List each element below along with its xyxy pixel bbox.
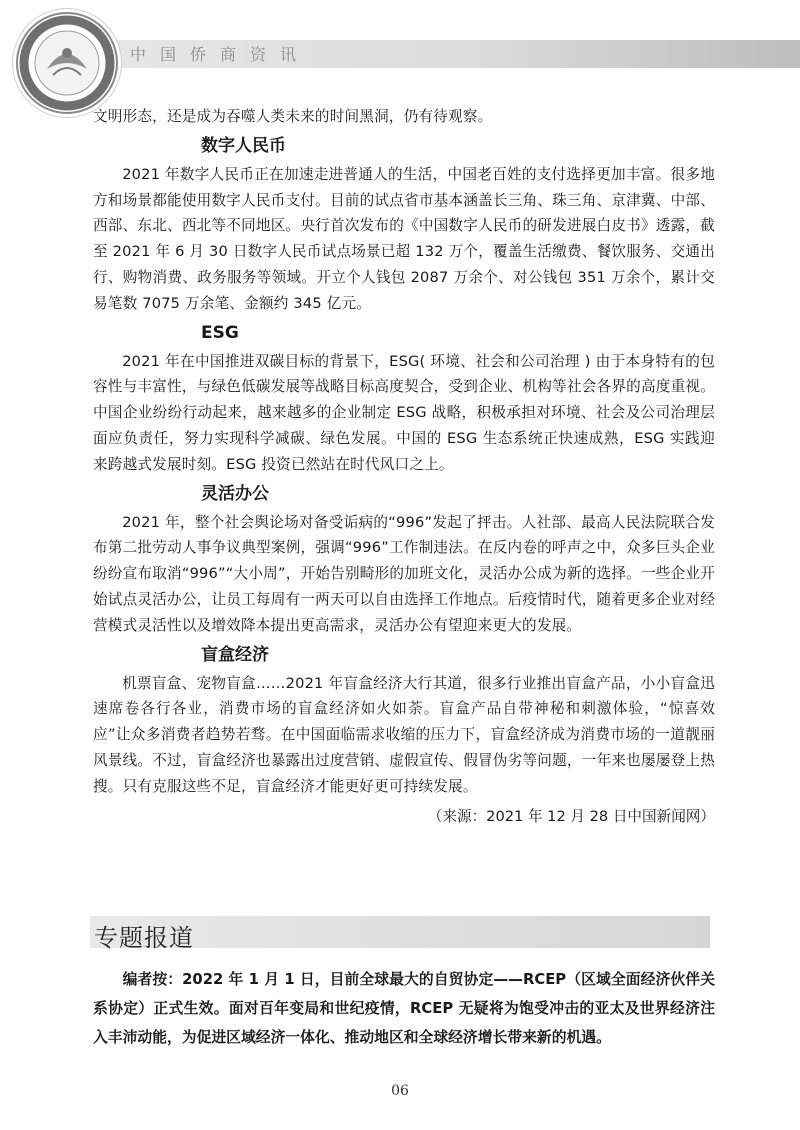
editor-note: 编者按：2022 年 1 月 1 日，目前全球最大的自贸协定——RCEP（区域全面经济伙伴关系协定）正式生效。面对百年变局和世纪疫情，RCEP 无疑将为饱受冲击的亚太及世界经济注入丰沛动能，为促进区域经济一体化、推动地区和全球经济增长带来新的机遇。 (93, 971, 715, 1046)
header-title: 中国侨商资讯 (130, 45, 311, 64)
source-note: （来源：2021 年 12 月 28 日中国新闻网） (427, 807, 715, 825)
section-title: 专题报道 (94, 924, 194, 952)
heading-flexible-work: 灵活办公 (201, 483, 269, 504)
logo-emblem-icon (13, 9, 121, 117)
opening-line: 文明形态，还是成为吞噬人类未来的时间黑洞，仍有待观察。 (93, 108, 493, 125)
paragraph-esg: 2021 年在中国推进双碳目标的背景下，ESG( 环境、社会和公司治理 ) 由于本身特有的包容性与丰富性，与绿色低碳发展等战略目标高度契合，受到企业、机构等社会各界的高度重视。中国企业纷纷行动起来，越来越多的企业制定 ESG 战略，积极承担对环境、社会及公司治理层面应负责任，努力实现科学减碳、绿色发展。中国的 ESG 生态系统正快速成熟，ESG 实践迎来跨越式发展时刻。ESG 投资已然站在时代风口之上。 (93, 352, 715, 473)
heading-esg: ESG (201, 322, 239, 343)
article-body (93, 104, 715, 832)
paragraph-digital-rmb: 2021 年数字人民币正在加速走进普通人的生活，中国老百姓的支付选择更加丰富。很多地方和场景都能使用数字人民币支付。目前的试点省市基本涵盖长三角、珠三角、京津冀、中部、西部、东北、西北等不同地区。央行首次发布的《中国数字人民币的研发进展白皮书》透露，截至 2021 年 6 月 30 日数字人民币试点场景已超 132 万个，覆盖生活缴费、餐饮服务、交通出行、购物消费、政务服务等领域。开立个人钱包 2087 万余个、对公钱包 351 万余个，累计交易笔数 7075 万余笔、金额约 345 亿元。 (93, 165, 715, 312)
page-number: 06 (391, 1083, 409, 1099)
heading-digital-rmb: 数字人民币 (201, 135, 286, 156)
logo (12, 8, 122, 118)
heading-blind-box: 盲盒经济 (201, 644, 269, 665)
paragraph-flexible-work: 2021 年，整个社会舆论场对备受诟病的“996”发起了抨击。人社部、最高人民法院联合发布第二批劳动人事争议典型案例，强调“996”工作制违法。在反内卷的呼声之中，众多巨头企业纷纷宣布取消“996”“大小周”，开始告别畸形的加班文化，灵活办公成为新的选择。一些企业开始试点灵活办公，让员工每周有一两天可以自由选择工作地点。后疫情时代，随着更多企业对经营模式灵活性以及增效降本提出更高需求，灵活办公有望迎来更大的发展。 (93, 513, 715, 634)
paragraph-blind-box: 机票盲盒、宠物盲盒……2021 年盲盒经济大行其道，很多行业推出盲盒产品，小小盲盒迅速席卷各行各业，消费市场的盲盒经济如火如荼。盲盒产品自带神秘和刺激体验，“惊喜效应”让众多消费者趋势若骛。在中国面临需求收缩的压力下，盲盒经济成为消费市场的一道靓丽风景线。不过，盲盒经济也暴露出过度营销、虚假宣传、假冒伪劣等问题，一年来也屡屡登上热搜。只有克服这些不足，盲盒经济才能更好更可持续发展。 (93, 674, 715, 795)
